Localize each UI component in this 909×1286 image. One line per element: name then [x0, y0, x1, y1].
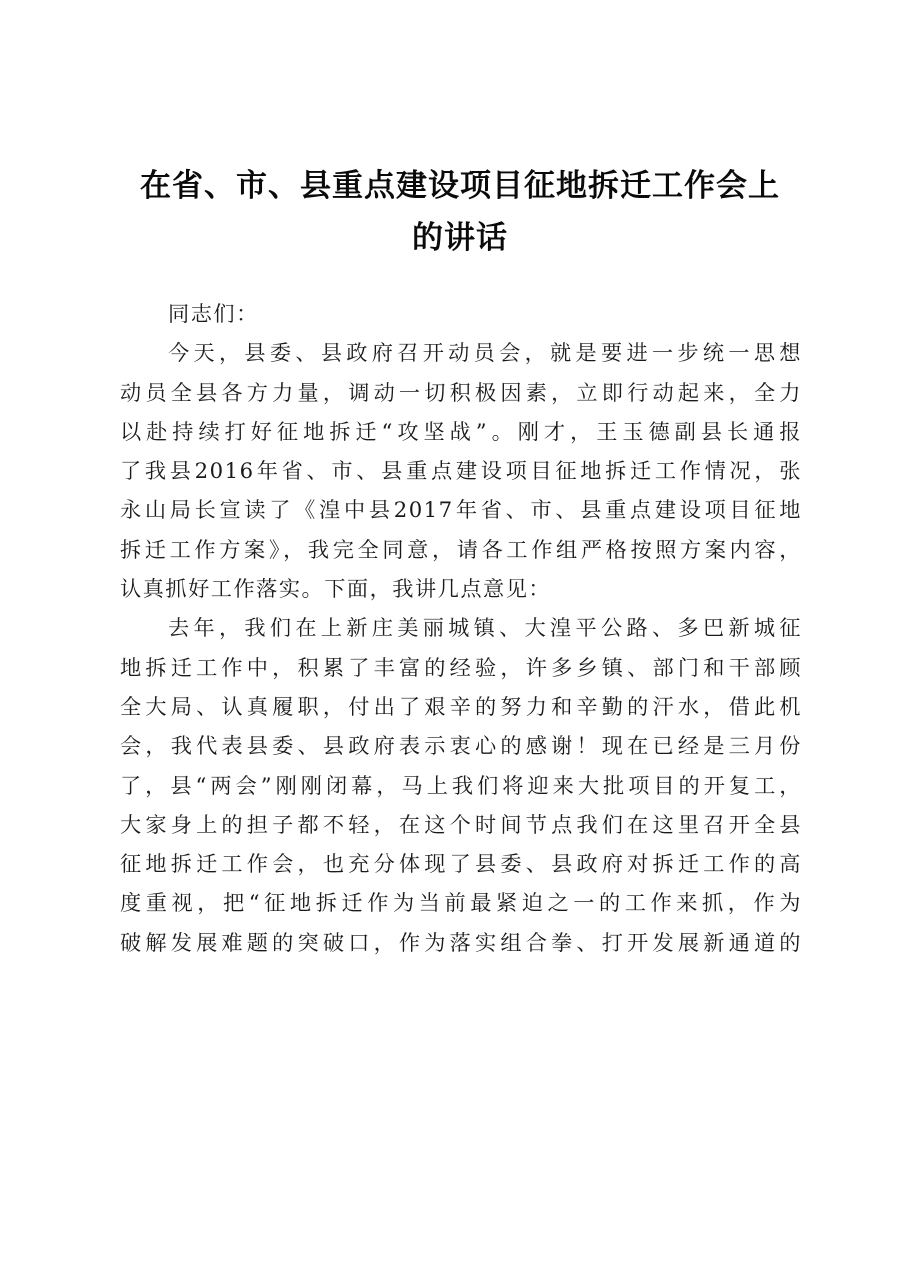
paragraph-1-line: 以赴持续打好征地拆迁“攻坚战”。刚才，王玉德副县长通报	[120, 418, 802, 444]
paragraph-1-line: 今天，县委、县政府召开动员会，就是要进一步统一思想	[168, 340, 802, 366]
title-line-1: 在省、市、县重点建设项目征地拆迁工作会上	[140, 168, 780, 204]
paragraph-2-line: 度重视，把“征地拆迁作为当前最紧迫之一的工作来抓，作为	[120, 890, 802, 916]
paragraph-2-line: 会，我代表县委、县政府表示衷心的感谢！现在已经是三月份	[120, 733, 802, 759]
salutation: 同志们：	[168, 301, 259, 326]
document-title	[110, 160, 810, 264]
paragraph-2-line: 去年，我们在上新庄美丽城镇、大湟平公路、多巴新城征	[168, 615, 802, 641]
paragraph-2-line: 了，县“两会”刚刚闭幕，马上我们将迎来大批项目的开复工，	[120, 772, 802, 798]
paragraph-2-line: 破解发展难题的突破口，作为落实组合拳、打开发展新通道的	[120, 929, 802, 955]
paragraph-1-line: 永山局长宣读了《湟中县2017年省、市、县重点建设项目征地	[120, 497, 802, 523]
document-body	[120, 294, 802, 962]
title-line-2: 的讲话	[412, 220, 508, 256]
paragraph-1-line: 认真抓好工作落实。下面，我讲几点意见：	[120, 576, 552, 602]
paragraph-1-line: 动员全县各方力量，调动一切积极因素，立即行动起来，全力	[120, 379, 802, 405]
paragraph-1-line: 了我县2016年省、市、县重点建设项目征地拆迁工作情况，张	[120, 458, 802, 484]
paragraph-2-line: 大家身上的担子都不轻，在这个时间节点我们在这里召开全县	[120, 811, 802, 837]
paragraph-2-line: 全大局、认真履职，付出了艰辛的努力和辛勤的汗水，借此机	[120, 693, 802, 719]
paragraph-2-line: 地拆迁工作中，积累了丰富的经验，许多乡镇、部门和干部顾	[120, 654, 802, 680]
paragraph-1-line: 拆迁工作方案》，我完全同意，请各工作组严格按照方案内容，	[120, 536, 802, 562]
paragraph-2-line: 征地拆迁工作会，也充分体现了县委、县政府对拆迁工作的高	[120, 851, 802, 877]
